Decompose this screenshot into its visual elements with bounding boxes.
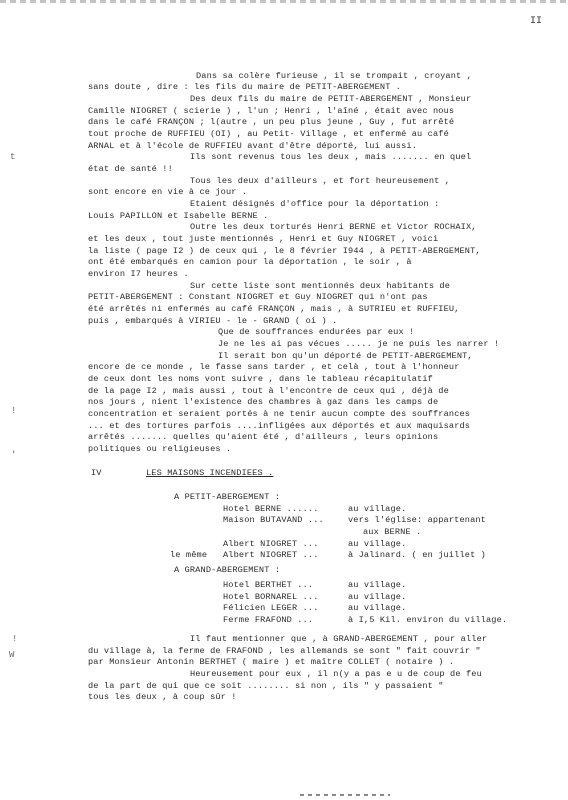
text-line: et les deux , tout juste mentionnés , Henri et Guy NIOGRET , voici [88,234,439,244]
text-line: ARNAL et à l'école de RUFFIEU avant d'être déporté, lui aussi. [88,141,418,151]
text-line: de la page I2 , mais aussi , tout à l'encontre de ceux qui , déjà de [88,386,449,396]
text-line: tout proche de RUFFIEU (OI) , au Petit- Village , et enfermé au café [88,129,449,139]
place-heading: A GRAND-ABERGEMENT : [174,565,281,575]
text-line: Des deux fils du maire de PETIT-ABERGEMENT , Monsieur [190,94,472,104]
margin-mark: ! [11,406,17,416]
text-line: Sur cette liste sont mentionnés deux habitants de [190,281,451,291]
text-line: ont été embarqués en camion pour la déportation , le soir , à [88,257,412,267]
text-line: de ceux dont les noms vont suivre , dans le tableau récapitulatif [88,374,433,384]
text-line: été arrêtés ni enfermés au café FRANÇON , mais , à SUTRIEU et RUFFIEU, [88,304,460,314]
bottom-edge-rule [300,794,390,796]
house-location: au village. [348,504,407,514]
text-line: Il faut mentionner que , à GRAND-ABERGEMENT , pour aller [190,634,488,644]
text-line: par Monsieur Antonin BERTHET ( maire ) et maître COLLET ( notaire ) . [88,657,455,667]
text-line: Que de souffrances endurées par eux ! [218,327,415,337]
text-line: arrêtés ....... quelles qu'aient été , d'ailleurs , leurs opinions [88,432,439,442]
text-line: Etaient désignés d'office pour la déportation : [190,199,440,209]
page-number: II [530,16,543,27]
house-location: au village. [348,592,407,602]
margin-mark: ' [11,450,17,460]
text-line: sans doute , dire : les fils du maire de PETIT-ABERGEMENT . [88,82,402,92]
text-line: la liste ( page I2 ) de ceux qui , le 8 février I944 , à PETIT-ABERGEMENT, [88,246,481,256]
house-note: le même [170,550,208,560]
text-line: nos jours , nient l'existence des chambres à gaz dans les camps de [88,397,439,407]
text-line: sont encore en vie à ce jour . [88,187,248,197]
text-line: politiques ou religieuses . [88,444,232,454]
house-name: Félicien LEGER ... [223,603,319,613]
text-line: Outre les deux torturés Henri BERNE et Victor ROCHAIX, [190,222,477,232]
text-line: Heureusement pour eux , il n(y a pas e u de coup de feu [190,669,482,679]
house-name: Hotel BORNAREL ... [223,592,319,602]
text-line: PETIT-ABERGEMENT : Constant NIOGRET et Guy NIOGRET qui n'ont pas [88,292,428,302]
text-line: tous les deux , à coup sûr ! [88,692,237,702]
house-location: à Jalinard. ( en juillet ) [348,550,486,560]
text-line: de la part de qui que ce soit ........ si non , ils " y passaient " [88,681,444,691]
house-location: au village. [348,580,407,590]
place-heading: A PETIT-ABERGEMENT : [174,492,281,502]
text-line: du village à, la ferme de FRAFOND , les allemands se sont " fait couvrir " [88,646,481,656]
house-location: aux BERNE . [363,527,422,537]
top-edge-rule [0,0,568,3]
margin-mark: W [9,650,15,660]
text-line: ... et des tortures parfois ....infligées aux déportés et aux maquisards [88,421,471,431]
text-line: Camille NIOGRET ( scierie ) , l'un ; Henri , l'aîné , était avec nous [88,106,455,116]
text-line: encore de ce monde , le fasse sans tarder , et celà , tout à l'honneur [88,362,460,372]
house-name: Maison BUTAVAND ... [223,515,324,525]
text-line: Tous les deux d'ailleurs , et fort heureusement , [190,176,451,186]
house-name: Hotel BERNE ...... [223,504,319,514]
text-line: Il serait bon qu'un déporté de PETIT-ABERGEMENT, [218,351,473,361]
section-title: LES MAISONS INCENDIEES . [146,468,274,478]
house-name: Albert NIOGRET ... [223,550,319,560]
section-number: IV [91,468,102,478]
text-line: puis , embarqués à VIRIEU - le - GRAND ( oi ) . [88,316,338,326]
house-name: Albert NIOGRET ... [223,539,319,549]
house-location: au village. [348,603,407,613]
margin-mark: t [10,152,16,162]
margin-mark: ! [12,634,18,644]
text-line: Dans sa colère furieuse , il se trompait , croyant , [196,71,472,81]
house-location: au village. [348,539,407,549]
text-line: Louis PAPILLON et Isabelle BERNE . [88,211,269,221]
house-name: Hotel BERTHET ... [223,580,314,590]
house-location: à I,5 Kil. environ du village. [348,615,508,625]
text-line: concentration et seraient portés à ne tenir aucun compte des souffrances [88,409,471,419]
house-name: Ferme FRAFOND ... [223,615,314,625]
text-line: environ I7 heures . [88,269,189,279]
text-line: Je ne les ai pas vécues ..... je ne puis les narrer ! [218,339,500,349]
text-line: état de santé !! [88,164,173,174]
text-line: Ils sont revenus tous les deux , mais ....... en quel [190,152,472,162]
text-line: dans le café FRANÇON ; l(autre , un peu plus jeune , Guy , fut arrêté [88,117,455,127]
house-location: vers l'église: appartenant [348,515,486,525]
